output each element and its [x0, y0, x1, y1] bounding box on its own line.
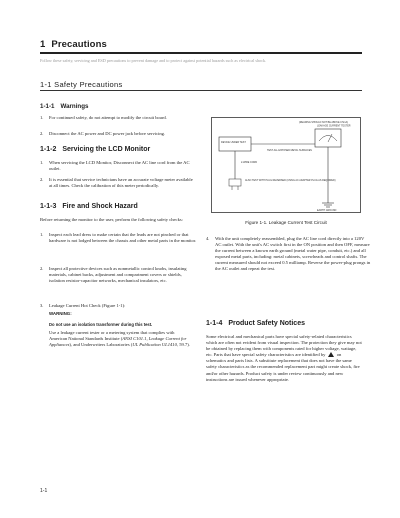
product-safety-title: Product Safety Notices: [228, 320, 305, 327]
servicing-item-2: [40, 177, 197, 189]
item-number: 1.: [40, 232, 44, 237]
item-number: 4.: [206, 236, 210, 241]
section-title: Precautions: [51, 39, 107, 50]
warning-body-part: ), and Underwriters Laboratories (: [69, 342, 133, 348]
fire-shock-item-3: [40, 303, 198, 309]
ground-label: EARTH GROUND: [317, 209, 337, 212]
section-number: 1: [40, 39, 46, 50]
servicing-title: Servicing the LCD Monitor: [62, 146, 151, 153]
two-wire-label: 2-WIRE CORD: [241, 161, 258, 164]
warnings-item-2: [40, 131, 197, 137]
item-text: Inspect all protective devices such as nonmetallic control knobs, insulating materials, cabinet backs, adjustment and compartment covers or shields, isolation resistor-capacitor networks, mechanical insulators, etc.: [49, 266, 187, 284]
servicing-item-1: [40, 160, 197, 172]
item-text: When servicing the LCD Monitor, Disconnect the AC line cord from the AC outlet.: [49, 160, 190, 172]
tester-box: [315, 129, 341, 147]
fire-shock-intro: Before returning the monitor to the user, perform the following safety checks:: [40, 217, 183, 222]
warning-triangle-icon: [328, 352, 334, 357]
warning-ul-ref: UL Publication UL1410: [132, 342, 177, 348]
warnings-title: Warnings: [60, 103, 89, 110]
device-box: [219, 137, 251, 151]
section-intro: Follow these safety, servicing and ESD precautions to prevent damage and to protect against potential hazards such as electrical shock.: [40, 58, 267, 63]
item-text: For continued safety, do not attempt to modify the circuit board.: [49, 115, 167, 120]
section-heading: [40, 39, 107, 50]
servicing-heading: [40, 146, 150, 153]
test-all-label: TEST ALL EXPOSED METAL SURFACES: [267, 149, 312, 152]
fire-shock-item-2: [40, 266, 198, 284]
leakage-test-figure: [211, 117, 361, 213]
warning-body-part: , 59.7).: [176, 342, 190, 348]
item-text: Inspect each lead dress to make certain that the leads are not pinched or that hardware is not lodged between the chassis and other metal parts in the monitor.: [49, 232, 197, 244]
warnings-item-1: [40, 115, 197, 121]
subsection-heading: [40, 80, 123, 89]
fire-shock-heading: [40, 203, 138, 210]
plug-icon: [229, 179, 241, 186]
warning-text: Do not use an isolation transformer during this test.: [49, 322, 153, 327]
item-number: 1.: [40, 160, 44, 165]
warnings-heading: [40, 103, 88, 110]
meter-label: (READING SHOULD NOT BE ABOVE 0.5mA): [299, 121, 348, 124]
item-number: 2.: [40, 177, 44, 182]
fire-shock-number: 1-1-3: [40, 203, 57, 210]
product-safety-number: 1-1-4: [206, 320, 223, 327]
figure-caption: Figure 1-1. Leakage Current Test Circuit: [245, 220, 327, 225]
subsection-rule: [40, 90, 362, 91]
outlet-label: ALSO TEST WITH PLUG REVERSED (USING AC ADAPTER PLUG AS REQUIRED): [245, 179, 336, 182]
fire-shock-item-4: [206, 236, 371, 273]
warnings-number: 1-1-1: [40, 103, 55, 110]
subsection-title: Safety Precautions: [54, 80, 123, 89]
item-text: It is essential that service technicians have an accurate voltage meter available at all times. Check the calibration of this meter periodically.: [49, 177, 193, 189]
product-safety-text-part: on schematics and parts lists. A substitute replacement that does not have the same safety characteristics as the recommended replacement part might create shock, fire and/or other hazards. Product safety is under review continuously and new instructions are issued whenever appropriate.: [206, 352, 360, 382]
item-number: 3.: [40, 303, 44, 308]
item-text: With the unit completely reassembled, plug the AC line cord directly into a 120V AC outlet. With the unit's AC switch first in the ON position and then OFF, measure the current between a known earth ground (metal water pipe, conduit, etc.) and all exposed metal parts, including: metal cabinets, screwheads and control shafts. The current measured should not exceed 0.5 milliamp. Reverse the power-plug prongs in the AC outlet and repeat the test.: [215, 236, 371, 272]
item-number: 1.: [40, 115, 44, 120]
product-safety-heading: [206, 320, 305, 327]
item-number: 2.: [40, 131, 44, 136]
warning-body: [49, 330, 190, 348]
tester-label: LEAKAGE CURRENT TESTER: [317, 124, 351, 128]
item-text: Leakage Current Hot Check (Figure 1-1):: [49, 303, 126, 308]
product-safety-text: [206, 334, 362, 383]
fire-shock-item-1: [40, 232, 198, 244]
fire-shock-title: Fire and Shock Hazard: [62, 203, 138, 210]
item-text: Disconnect the AC power and DC power jack before servicing.: [49, 131, 166, 136]
device-label: DEVICE UNDER TEST: [221, 141, 246, 144]
product-safety-text-part: Some electrical and mechanical parts have special safety-related characteristics which are often not evident from visual inspection. The protection they give may not be obtained by replacing them with components rated for higher voltage, wattage, etc. Parts that have special safety characteristics are identified by: [206, 334, 362, 358]
subsection-number: 1-1: [40, 80, 52, 89]
item-number: 2.: [40, 266, 44, 271]
section-rule: [40, 52, 362, 54]
warning-ansi-ref: ANSI C101.1, Leakage Current for Appliances: [49, 336, 187, 348]
warning-body-part: Use a leakage current tester or a metering system that complies with American National Standards Institute (: [49, 330, 175, 342]
page-number: 1-1: [40, 488, 48, 494]
servicing-number: 1-1-2: [40, 146, 57, 153]
warning-label: WARNING:: [49, 311, 72, 316]
